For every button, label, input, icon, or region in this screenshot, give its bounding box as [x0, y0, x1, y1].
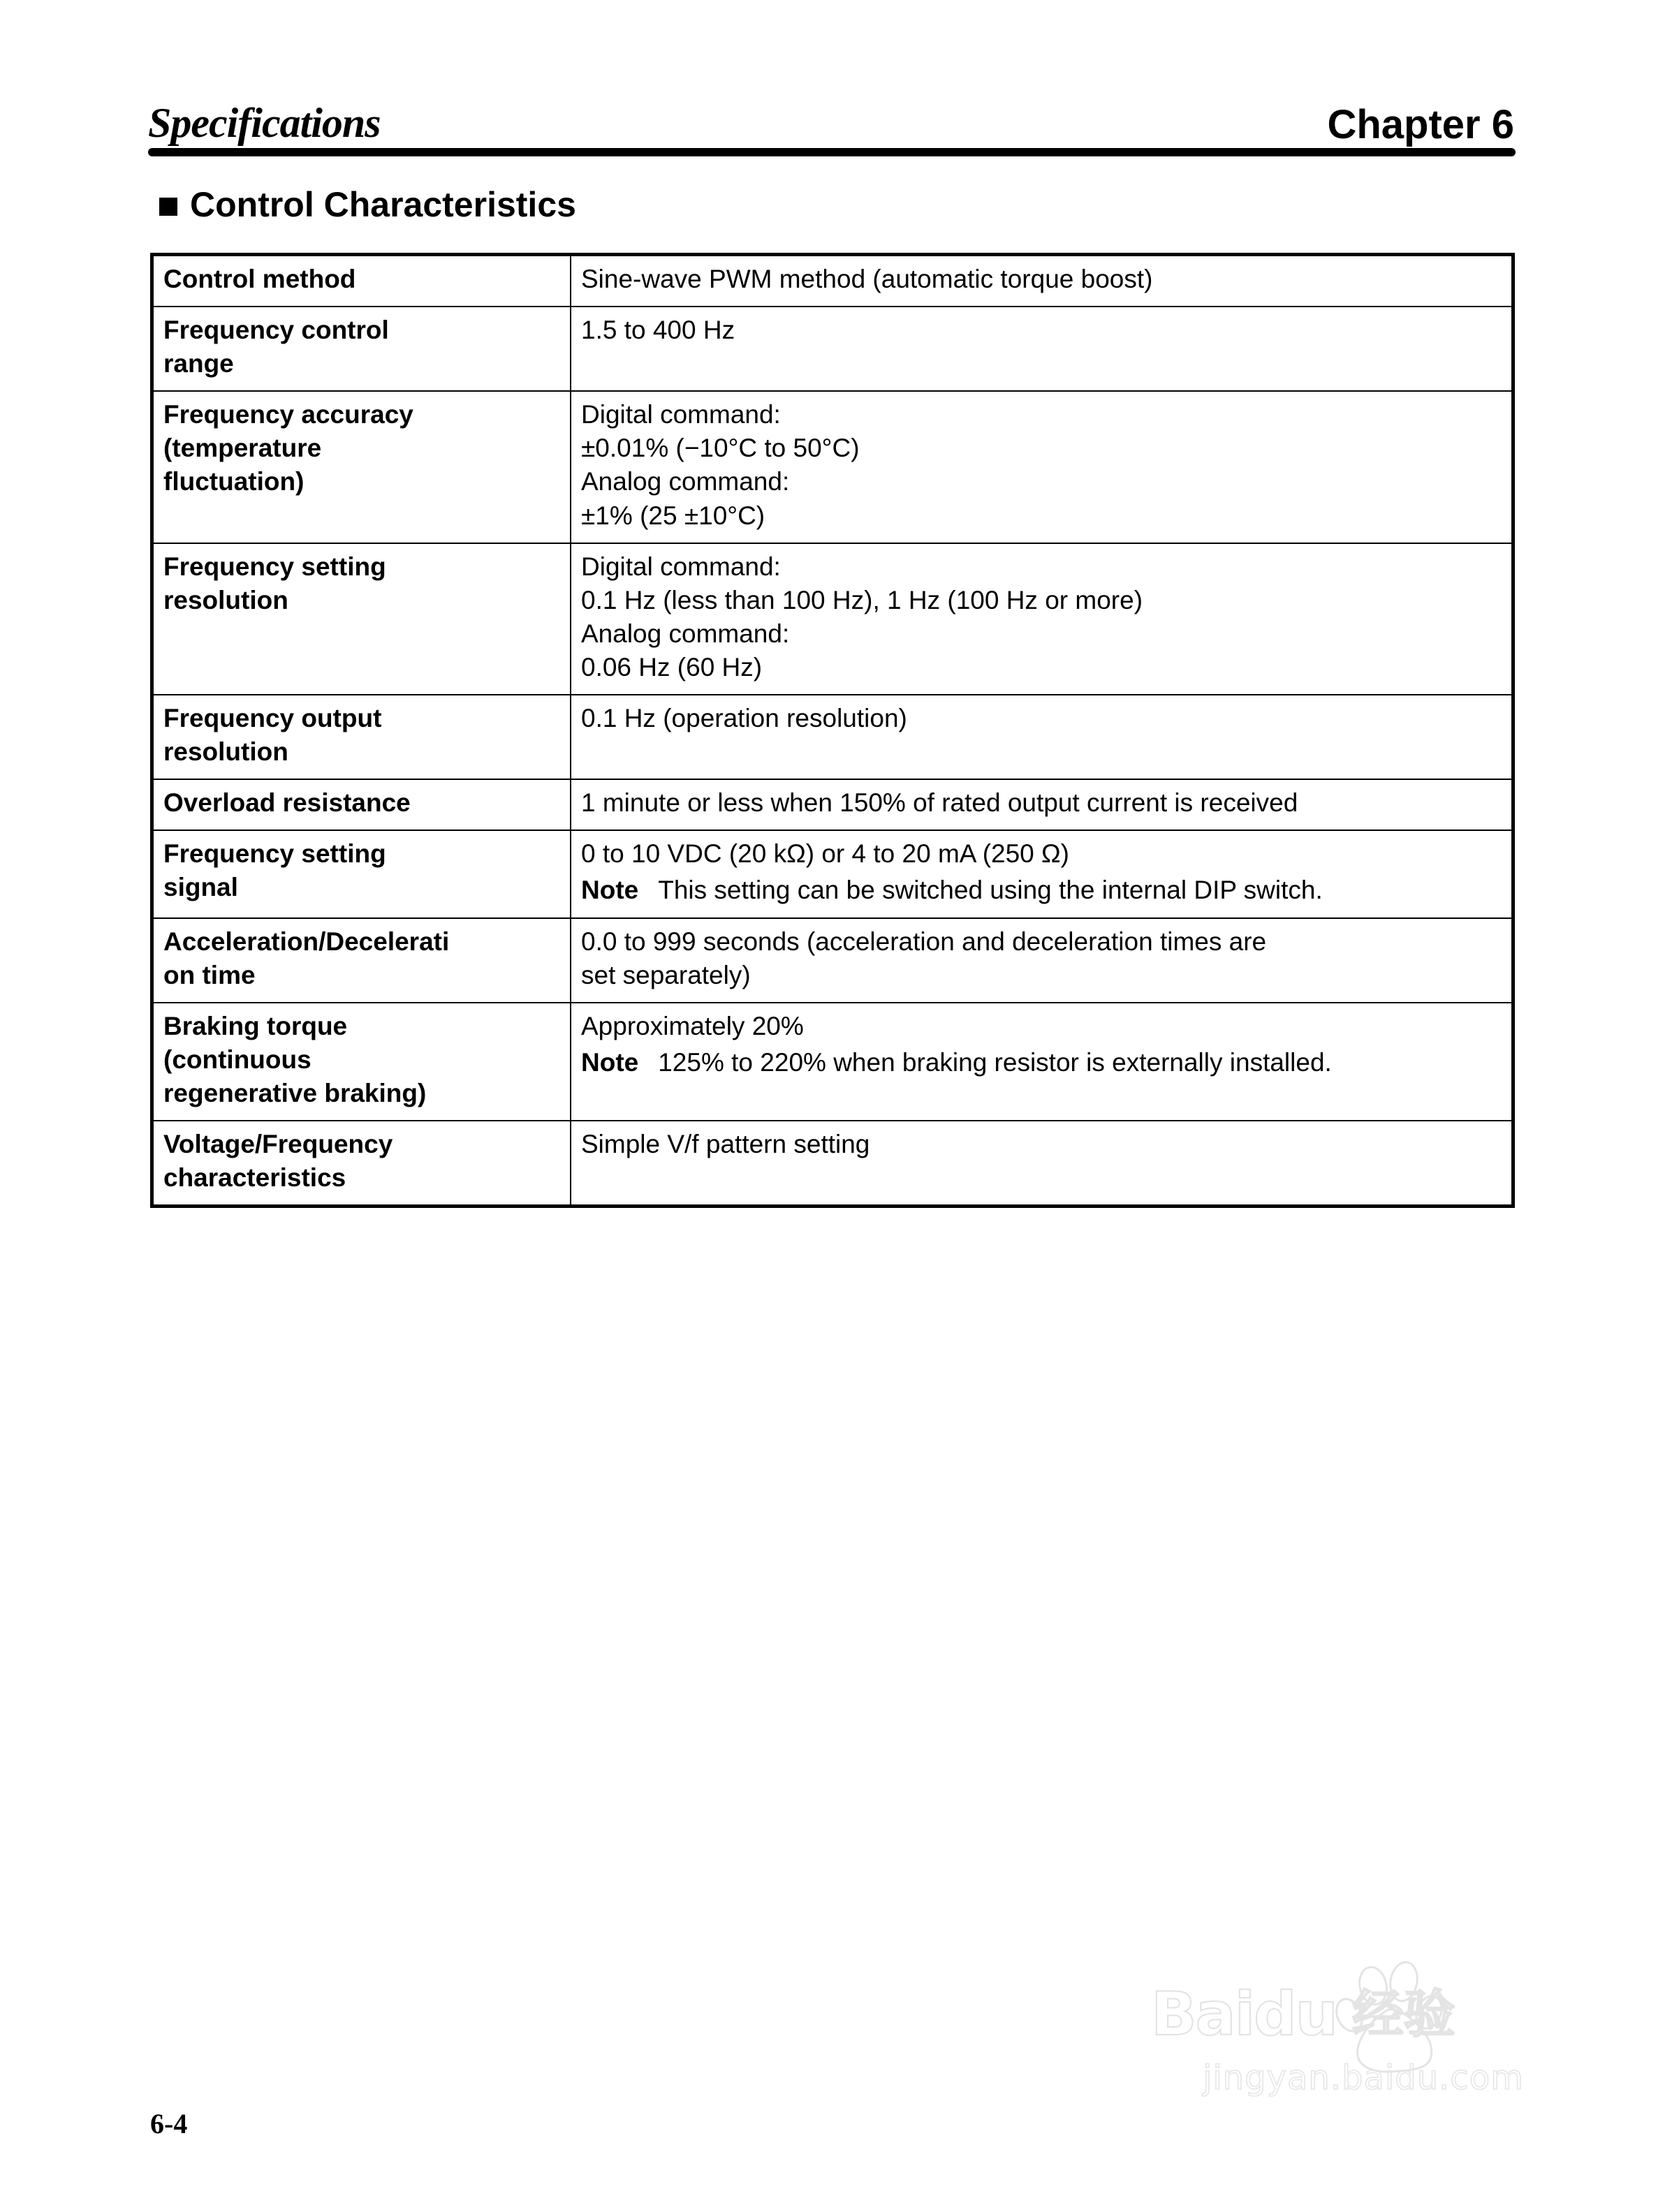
- watermark-brand-row: [1151, 1979, 1455, 2049]
- table-row: [152, 1121, 1513, 1207]
- header-rule: [148, 148, 1516, 156]
- spec-value-cell: [571, 830, 1513, 917]
- spec-label-line: resolution: [163, 585, 288, 614]
- table-row: [152, 830, 1513, 917]
- spec-table: [150, 253, 1515, 1208]
- spec-label-cell: [152, 830, 571, 917]
- spec-label-cell: [152, 255, 571, 307]
- spec-value-cell: [571, 307, 1513, 391]
- spec-label-cell: [152, 543, 571, 695]
- control-characteristics-table: [150, 253, 1515, 1208]
- spec-label-cell: [152, 307, 571, 391]
- spec-label-line: Frequency control: [163, 316, 389, 345]
- spec-note: [581, 873, 1503, 907]
- spec-label-line: (temperature: [163, 434, 322, 463]
- spec-label-cell: [152, 918, 571, 1003]
- spec-value-line: 1.5 to 400 Hz: [581, 316, 735, 345]
- spec-value-cell: [571, 255, 1513, 307]
- spec-value-cell: [571, 1003, 1513, 1121]
- watermark-brand-cn: 经验: [1351, 1984, 1455, 2044]
- spec-label-line: Frequency accuracy: [163, 400, 413, 429]
- watermark-url: jingyan.baidu.com: [1203, 2058, 1524, 2097]
- spec-value-line: Analog command:: [581, 619, 790, 648]
- spec-value-line: 0.1 Hz (operation resolution): [581, 704, 907, 733]
- baidu-watermark: [1151, 1945, 1570, 2120]
- filled-square-bullet-icon: [159, 198, 177, 216]
- table-row: [152, 779, 1513, 830]
- section-heading-label: Control Characteristics: [190, 185, 576, 224]
- table-row: [152, 391, 1513, 543]
- spec-value-cell: [571, 391, 1513, 543]
- note-label: Note: [581, 1047, 639, 1077]
- spec-value-cell: [571, 543, 1513, 695]
- spec-value-line: Analog command:: [581, 467, 790, 496]
- spec-label-line: (continuous: [163, 1045, 311, 1074]
- spec-value-line: 0.0 to 999 seconds (acceleration and deceleration times are: [581, 927, 1267, 956]
- spec-value-line: 0 to 10 VDC (20 kΩ) or 4 to 20 mA (250 Ω): [581, 839, 1070, 869]
- spec-label-line: on time: [163, 960, 256, 989]
- spec-label-line: Frequency setting: [163, 552, 386, 581]
- spec-value-line: 1 minute or less when 150% of rated output current is received: [581, 788, 1298, 818]
- header-chapter-title: Chapter 6: [1327, 102, 1514, 147]
- spec-label-line: Voltage/Frequency: [163, 1129, 393, 1158]
- spec-label-line: fluctuation): [163, 467, 305, 496]
- spec-value-line: Simple V/f pattern setting: [581, 1129, 870, 1158]
- spec-value-line: 0.1 Hz (less than 100 Hz), 1 Hz (100 Hz or more): [581, 585, 1143, 614]
- spec-label-cell: [152, 695, 571, 779]
- spec-table-body: [152, 255, 1513, 1207]
- spec-label-cell: [152, 779, 571, 830]
- note-text: 125% to 220% when braking resistor is externally installed.: [658, 1047, 1332, 1077]
- spec-label-line: Braking torque: [163, 1011, 348, 1040]
- spec-label-line: Control method: [163, 265, 356, 293]
- spec-value-line: Digital command:: [581, 552, 781, 581]
- spec-note: [581, 1046, 1503, 1079]
- note-text: This setting can be switched using the internal DIP switch.: [658, 876, 1323, 905]
- spec-label-cell: [152, 1121, 571, 1207]
- spec-value-cell: [571, 1121, 1513, 1207]
- spec-label-line: resolution: [163, 737, 288, 767]
- spec-value-line: Sine-wave PWM method (automatic torque boost): [581, 265, 1153, 293]
- spec-label-line: characteristics: [163, 1163, 346, 1193]
- spec-label-cell: [152, 1003, 571, 1121]
- spec-label-line: Acceleration/Decelerati: [163, 927, 450, 956]
- spec-label-line: Overload resistance: [163, 788, 411, 818]
- spec-label-line: Frequency output: [163, 704, 382, 733]
- table-row: [152, 255, 1513, 307]
- running-header: [148, 82, 1514, 152]
- note-label: Note: [581, 876, 639, 905]
- spec-label-line: Frequency setting: [163, 839, 386, 869]
- table-row: [152, 918, 1513, 1003]
- baidu-paw-icon: [1331, 1945, 1464, 2078]
- spec-label-cell: [152, 391, 571, 543]
- spec-value-line: ±1% (25 ±10°C): [581, 501, 765, 530]
- table-row: [152, 543, 1513, 695]
- section-heading: [159, 187, 576, 222]
- spec-value-line: Approximately 20%: [581, 1011, 804, 1040]
- spec-value-line: Digital command:: [581, 400, 781, 429]
- spec-value-line: ±0.01% (−10°C to 50°C): [581, 434, 860, 463]
- table-row: [152, 695, 1513, 779]
- spec-value-line: 0.06 Hz (60 Hz): [581, 652, 763, 681]
- page-number: 6-4: [150, 2108, 188, 2139]
- spec-value-cell: [571, 779, 1513, 830]
- spec-value-line: set separately): [581, 960, 751, 989]
- watermark-brand: Baidu: [1151, 1979, 1337, 2049]
- table-row: [152, 307, 1513, 391]
- table-row: [152, 1003, 1513, 1121]
- spec-value-cell: [571, 918, 1513, 1003]
- spec-label-line: range: [163, 349, 234, 378]
- header-section-title: Specifications: [148, 100, 381, 146]
- spec-label-line: signal: [163, 873, 238, 902]
- spec-label-line: regenerative braking): [163, 1078, 427, 1107]
- spec-value-cell: [571, 695, 1513, 779]
